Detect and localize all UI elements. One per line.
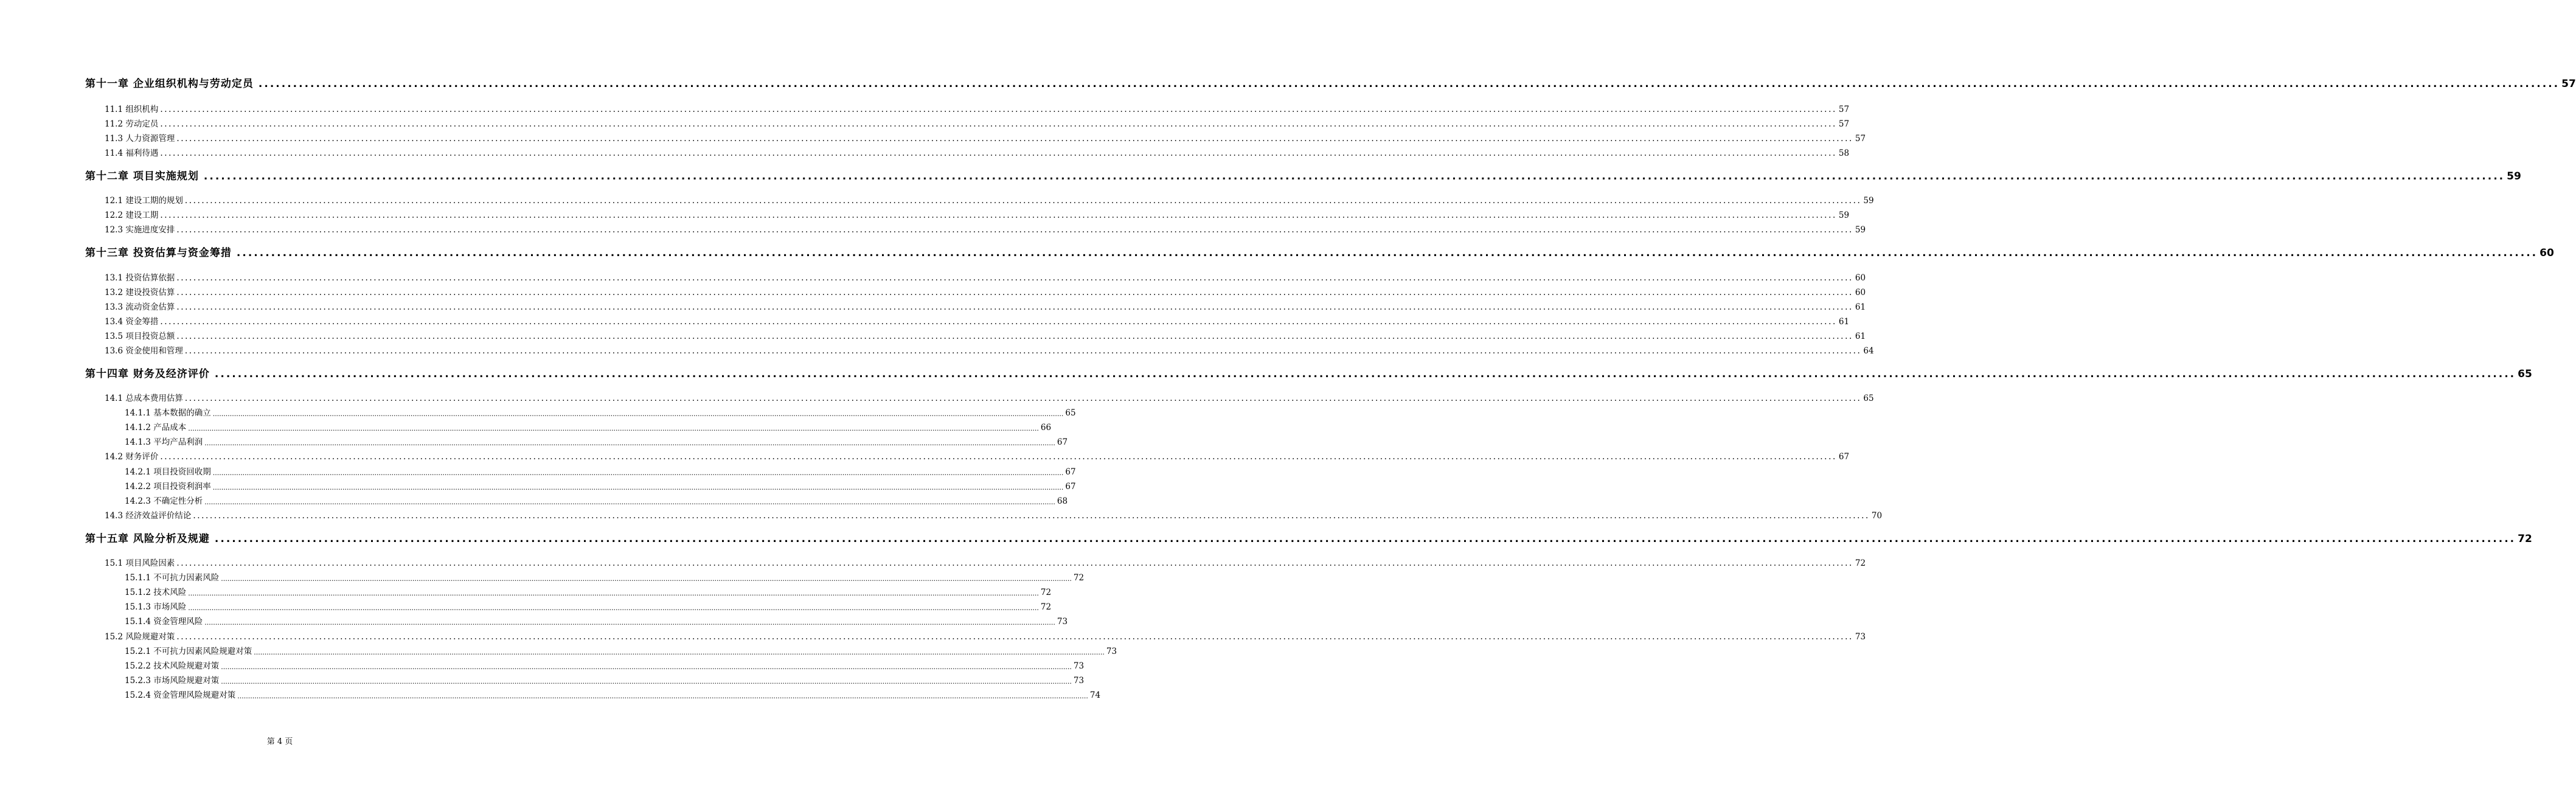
toc-leader-dots: ................................................................................................................................................................................................................................................................................................................................................................................................................ xyxy=(176,558,1853,568)
toc-section-entry[interactable] xyxy=(105,630,1866,642)
toc-leader-dots: ................................................................................................................................................................................................................................................................................................................................................................................................................ xyxy=(221,575,1072,583)
toc-subsection-entry[interactable] xyxy=(125,600,1052,612)
toc-entry-label: 14.1.1 基本数据的确立 xyxy=(125,408,211,418)
toc-section-entry[interactable] xyxy=(105,300,1866,312)
toc-leader-dots: ................................................................................................................................................................................................................................................................................................................................................................................................................ xyxy=(160,317,1837,327)
toc-entry-label: 14.1 总成本费用估算 xyxy=(105,394,183,403)
toc-section-entry[interactable] xyxy=(105,117,1850,129)
toc-leader-dots: ................................................................................................................................................................................................................................................................................................................................................................................................................ xyxy=(203,170,2505,182)
toc-section-entry[interactable] xyxy=(105,450,1850,462)
toc-page-number: 60 xyxy=(1855,288,1866,297)
toc-leader-dots: ................................................................................................................................................................................................................................................................................................................................................................................................................ xyxy=(176,134,1853,144)
toc-leader-dots: ................................................................................................................................................................................................................................................................................................................................................................................................................ xyxy=(160,210,1837,220)
toc-entry-label: 14.2.3 不确定性分析 xyxy=(125,496,203,506)
toc-entry-label: 15.1.3 市场风险 xyxy=(125,602,187,612)
toc-entry-label: 第十五章 风险分析及规避 xyxy=(85,533,210,545)
toc-page-number: 57 xyxy=(1838,119,1850,129)
toc-page-number: 59 xyxy=(2507,170,2521,182)
toc-entry-label: 15.1.2 技术风险 xyxy=(125,588,187,597)
toc-subsection-entry[interactable] xyxy=(125,435,1068,447)
toc-leader-dots: ................................................................................................................................................................................................................................................................................................................................................................................................................ xyxy=(184,346,1862,356)
toc-section-entry[interactable] xyxy=(105,314,1850,327)
toc-subsection-entry[interactable] xyxy=(125,614,1068,627)
toc-leader-dots: ................................................................................................................................................................................................................................................................................................................................................................................................................ xyxy=(176,302,1853,312)
toc-subsection-entry[interactable] xyxy=(125,479,1076,492)
toc-section-entry[interactable] xyxy=(105,509,1883,521)
toc-leader-dots: ................................................................................................................................................................................................................................................................................................................................................................................................................ xyxy=(184,394,1862,403)
toc-section-entry[interactable] xyxy=(105,344,1874,356)
toc-leader-dots: ................................................................................................................................................................................................................................................................................................................................................................................................................ xyxy=(188,425,1039,432)
toc-page-number: 73 xyxy=(1073,676,1085,686)
toc-leader-dots: ................................................................................................................................................................................................................................................................................................................................................................................................................ xyxy=(204,498,1055,506)
toc-chapter-entry[interactable] xyxy=(85,243,2554,259)
toc-entry-label: 14.2.1 项目投资回收期 xyxy=(125,467,211,477)
toc-entry-label: 15.2.3 市场风险规避对策 xyxy=(125,676,220,686)
toc-leader-dots: ................................................................................................................................................................................................................................................................................................................................................................................................................ xyxy=(176,273,1853,283)
toc-leader-dots: ................................................................................................................................................................................................................................................................................................................................................................................................................ xyxy=(212,469,1064,477)
toc-subsection-entry[interactable] xyxy=(125,420,1052,432)
toc-chapter-entry[interactable] xyxy=(85,74,2576,90)
toc-page-number: 59 xyxy=(1838,210,1850,220)
toc-subsection-entry[interactable] xyxy=(125,673,1085,686)
toc-section-entry[interactable] xyxy=(105,146,1850,158)
toc-entry-label: 11.3 人力资源管理 xyxy=(105,134,175,144)
toc-subsection-entry[interactable] xyxy=(125,406,1076,418)
toc-page-number: 61 xyxy=(1855,332,1866,341)
toc-page-number: 67 xyxy=(1057,437,1068,447)
toc-leader-dots: ................................................................................................................................................................................................................................................................................................................................................................................................................ xyxy=(214,533,2516,545)
toc-page-number: 72 xyxy=(2518,533,2532,545)
toc-leader-dots: ................................................................................................................................................................................................................................................................................................................................................................................................................ xyxy=(212,410,1064,418)
toc-leader-dots: ................................................................................................................................................................................................................................................................................................................................................................................................................ xyxy=(204,439,1055,447)
toc-entry-label: 13.6 资金使用和管理 xyxy=(105,346,183,356)
toc-leader-dots: ................................................................................................................................................................................................................................................................................................................................................................................................................ xyxy=(212,484,1064,492)
toc-page-number: 64 xyxy=(1863,346,1874,356)
toc-entry-label: 15.1.4 资金管理风险 xyxy=(125,617,203,627)
toc-leader-dots: ................................................................................................................................................................................................................................................................................................................................................................................................................ xyxy=(160,148,1837,158)
toc-chapter-entry[interactable] xyxy=(85,167,2521,182)
toc-entry-label: 第十四章 财务及经济评价 xyxy=(85,368,210,380)
toc-entry-label: 11.4 福利待遇 xyxy=(105,148,159,158)
toc-page-number: 67 xyxy=(1065,467,1076,477)
toc-entry-label: 11.1 组织机构 xyxy=(105,105,159,114)
toc-page-number: 73 xyxy=(1855,632,1866,642)
toc-leader-dots: ................................................................................................................................................................................................................................................................................................................................................................................................................ xyxy=(221,678,1072,686)
toc-section-entry[interactable] xyxy=(105,391,1874,403)
toc-entry-label: 14.3 经济效益评价结论 xyxy=(105,511,192,521)
toc-page-number: 68 xyxy=(1057,496,1068,506)
toc-leader-dots: ................................................................................................................................................................................................................................................................................................................................................................................................................ xyxy=(160,105,1837,114)
toc-section-entry[interactable] xyxy=(105,131,1866,144)
toc-chapter-entry[interactable] xyxy=(85,529,2532,545)
toc-entry-label: 14.1.3 平均产品利润 xyxy=(125,437,203,447)
toc-leader-dots: ................................................................................................................................................................................................................................................................................................................................................................................................................ xyxy=(188,589,1039,597)
toc-subsection-entry[interactable] xyxy=(125,465,1076,477)
toc-subsection-entry[interactable] xyxy=(125,688,1101,700)
toc-section-entry[interactable] xyxy=(105,285,1866,297)
toc-leader-dots: ................................................................................................................................................................................................................................................................................................................................................................................................................ xyxy=(160,452,1837,462)
toc-page-number: 57 xyxy=(1855,134,1866,144)
toc-leader-dots: ................................................................................................................................................................................................................................................................................................................................................................................................................ xyxy=(204,619,1055,627)
toc-subsection-entry[interactable] xyxy=(125,494,1068,506)
toc-page-number: 59 xyxy=(1863,196,1874,206)
toc-entry-label: 15.2.2 技术风险规避对策 xyxy=(125,661,220,671)
toc-page-number: 73 xyxy=(1057,617,1068,627)
toc-section-entry[interactable] xyxy=(105,208,1850,220)
toc-section-entry[interactable] xyxy=(105,193,1874,206)
page-number-footer: 第 4 页 xyxy=(266,737,293,746)
toc-page-number: 70 xyxy=(1871,511,1883,521)
toc-leader-dots: ................................................................................................................................................................................................................................................................................................................................................................................................................ xyxy=(176,632,1853,642)
toc-leader-dots: ................................................................................................................................................................................................................................................................................................................................................................................................................ xyxy=(258,78,2560,90)
toc-page-number: 58 xyxy=(1838,148,1850,158)
toc-page-number: 72 xyxy=(1040,588,1052,597)
toc-entry-label: 15.2.1 不可抗力因素风险规避对策 xyxy=(125,647,252,656)
toc-section-entry[interactable] xyxy=(105,556,1866,568)
toc-entry-label: 12.3 实施进度安排 xyxy=(105,225,175,235)
toc-page-number: 72 xyxy=(1073,573,1085,583)
toc-page-number: 67 xyxy=(1065,482,1076,492)
toc-page-number: 65 xyxy=(2518,368,2532,380)
toc-page-number: 61 xyxy=(1855,302,1866,312)
toc-entry-label: 13.3 流动资金估算 xyxy=(105,302,175,312)
toc-entry-label: 11.2 劳动定员 xyxy=(105,119,159,129)
toc-leader-dots: ................................................................................................................................................................................................................................................................................................................................................................................................................ xyxy=(214,368,2516,380)
toc-page-number: 73 xyxy=(1106,647,1117,656)
toc-entry-label: 第十二章 项目实施规划 xyxy=(85,170,199,182)
toc-entry-label: 12.2 建设工期 xyxy=(105,210,159,220)
toc-leader-dots: ................................................................................................................................................................................................................................................................................................................................................................................................................ xyxy=(160,119,1837,129)
toc-entry-label: 13.5 项目投资总额 xyxy=(105,332,175,341)
toc-leader-dots: ................................................................................................................................................................................................................................................................................................................................................................................................................ xyxy=(176,332,1853,341)
toc-leader-dots: ................................................................................................................................................................................................................................................................................................................................................................................................................ xyxy=(254,648,1105,656)
toc-entry-label: 15.1.1 不可抗力因素风险 xyxy=(125,573,220,583)
toc-entry-label: 14.1.2 产品成本 xyxy=(125,423,187,432)
toc-subsection-entry[interactable] xyxy=(125,659,1085,671)
toc-entry-label: 15.2.4 资金管理风险规避对策 xyxy=(125,690,236,700)
toc-subsection-entry[interactable] xyxy=(125,571,1085,583)
toc-page-number: 73 xyxy=(1073,661,1085,671)
toc-page-number: 66 xyxy=(1040,423,1052,432)
toc-leader-dots: ................................................................................................................................................................................................................................................................................................................................................................................................................ xyxy=(237,692,1088,700)
toc-section-entry[interactable] xyxy=(105,223,1866,235)
toc-leader-dots: ................................................................................................................................................................................................................................................................................................................................................................................................................ xyxy=(176,225,1853,235)
toc-leader-dots: ................................................................................................................................................................................................................................................................................................................................................................................................................ xyxy=(193,511,1870,521)
toc-leader-dots: ................................................................................................................................................................................................................................................................................................................................................................................................................ xyxy=(184,196,1862,206)
toc-entry-label: 第十三章 投资估算与资金筹措 xyxy=(85,247,232,259)
toc-page-number: 65 xyxy=(1065,408,1076,418)
toc-section-entry[interactable] xyxy=(105,102,1850,114)
toc-leader-dots: ................................................................................................................................................................................................................................................................................................................................................................................................................ xyxy=(221,663,1072,671)
toc-section-entry[interactable] xyxy=(105,329,1866,341)
toc-entry-label: 14.2 财务评价 xyxy=(105,452,159,462)
toc-entry-label: 15.1 项目风险因素 xyxy=(105,558,175,568)
toc-subsection-entry[interactable] xyxy=(125,585,1052,597)
toc-entry-label: 13.2 建设投资估算 xyxy=(105,288,175,297)
toc-page-number: 65 xyxy=(1863,394,1874,403)
toc-entry-label: 13.1 投资估算依据 xyxy=(105,273,175,283)
toc-entry-label: 12.1 建设工期的规划 xyxy=(105,196,183,206)
toc-page-number: 60 xyxy=(1855,273,1866,283)
toc-page-number: 59 xyxy=(1855,225,1866,235)
toc-page-number: 74 xyxy=(1089,690,1101,700)
toc-entry-label: 14.2.2 项目投资利润率 xyxy=(125,482,211,492)
toc-entry-label: 第十一章 企业组织机构与劳动定员 xyxy=(85,78,254,90)
toc-leader-dots: ................................................................................................................................................................................................................................................................................................................................................................................................................ xyxy=(176,288,1853,297)
toc-page-number: 72 xyxy=(1855,558,1866,568)
toc-entry-label: 15.2 风险规避对策 xyxy=(105,632,175,642)
toc-chapter-entry[interactable] xyxy=(85,364,2532,380)
toc-page-number: 60 xyxy=(2540,247,2554,259)
toc-section-entry[interactable] xyxy=(105,271,1866,283)
toc-entry-label: 13.4 资金筹措 xyxy=(105,317,159,327)
toc-page-number: 57 xyxy=(1838,105,1850,114)
toc-leader-dots: ................................................................................................................................................................................................................................................................................................................................................................................................................ xyxy=(188,604,1039,612)
toc-page-number: 61 xyxy=(1838,317,1850,327)
toc-page-number: 57 xyxy=(2561,78,2576,90)
toc-leader-dots: ................................................................................................................................................................................................................................................................................................................................................................................................................ xyxy=(236,247,2538,259)
toc-subsection-entry[interactable] xyxy=(125,644,1117,656)
toc-page-number: 67 xyxy=(1838,452,1850,462)
toc-page-number: 72 xyxy=(1040,602,1052,612)
